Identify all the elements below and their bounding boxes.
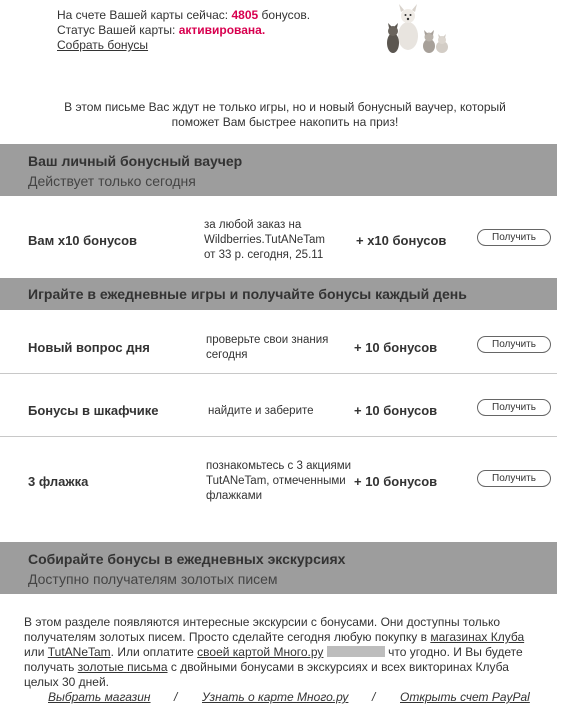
game-row-title: Новый вопрос дня — [28, 340, 150, 355]
row-divider — [0, 373, 557, 374]
voucher-desc-line: Wildberries.TutANeTam — [204, 234, 325, 246]
game-row-desc — [206, 459, 351, 504]
card-balance-line — [57, 8, 310, 23]
game-desc-line: сегодня — [206, 349, 248, 361]
game-desc-line: TutANeTam, отмеченными — [206, 475, 346, 487]
choose-shop-link[interactable]: Выбрать магазин — [48, 690, 151, 704]
voucher-section-subtitle: Действует только сегодня — [28, 173, 196, 189]
game-desc-line: проверьте свои знания — [206, 334, 329, 346]
pets-illustration — [384, 2, 450, 54]
voucher-row-bonus: + x10 бонусов — [356, 233, 447, 248]
balance-suffix: бонусов. — [261, 8, 311, 22]
game-row-desc — [208, 404, 314, 419]
voucher-section-title: Ваш личный бонусный ваучер — [28, 153, 243, 169]
footer-nav-item — [400, 690, 530, 704]
game-desc-line: найдите и заберите — [208, 405, 314, 417]
about-card-link[interactable]: Узнать о карте Много.ру — [202, 690, 349, 704]
masked-text — [327, 646, 385, 657]
collect-bonuses-link[interactable]: Собрать бонусы — [57, 38, 149, 52]
dog-body — [398, 22, 418, 50]
voucher-desc-line: за любой заказ на — [204, 219, 302, 231]
game-desc-line: познакомьтесь с 3 акциями — [206, 460, 352, 472]
excursions-description: В этом разделе появляются интересные экскурсии с бонусами. Они доступны только получателям золотых писем. Просто сделайте сегодня любую покупку в магазинах Клуба или TutANeTam. Или оплатите своей картой Много.ру что угодно. И Вы будете получать золотые письма с двойными бонусами в экскурсиях и всех викторинах Клуба целых 30 дней. — [24, 615, 525, 689]
tutanetam-link[interactable]: TutANeTam — [47, 645, 111, 659]
game-row-desc — [206, 333, 328, 363]
footer-nav-item — [202, 690, 348, 704]
voucher-desc-line: от 33 р. сегодня, 25.11 — [204, 249, 324, 261]
dog-head — [401, 9, 415, 23]
nav-separator: / — [174, 690, 178, 704]
game-row-bonus: + 10 бонусов — [354, 340, 438, 355]
balance-value: 4805 — [231, 8, 259, 22]
game-row-title: Бонусы в шкафчике — [28, 403, 159, 418]
game-get-button[interactable]: Получить — [477, 470, 551, 487]
gold-letters-link[interactable]: золотые письма — [77, 660, 168, 674]
footer-nav — [48, 690, 151, 704]
game-row-title: 3 флажка — [28, 474, 89, 489]
excursions-section-header — [0, 542, 557, 594]
excursions-section-title: Собирайте бонусы в ежедневных экскурсиях — [28, 551, 346, 567]
game-row-bonus: + 10 бонусов — [354, 474, 438, 489]
nav-separator: / — [372, 690, 376, 704]
game-desc-line: флажками — [206, 490, 263, 502]
games-section-title: Играйте в ежедневные игры и получайте бонусы каждый день — [28, 286, 467, 302]
voucher-row-desc — [204, 218, 325, 263]
club-shops-link[interactable]: магазинах Клуба — [430, 630, 525, 644]
game-get-button[interactable]: Получить — [477, 336, 551, 353]
voucher-row-title: Вам x10 бонусов — [28, 233, 138, 248]
intro-text: В этом письме Вас ждут не только игры, но и новый бонусный ваучер, который поможет Вам быстрее накопить на приз! — [64, 100, 506, 129]
excursions-section-subtitle: Доступно получателям золотых писем — [28, 571, 278, 587]
balance-label: На счете Вашей карты сейчас: — [57, 8, 229, 22]
game-get-button[interactable]: Получить — [477, 399, 551, 416]
status-value: активирована. — [178, 23, 266, 37]
game-row-bonus: + 10 бонусов — [354, 403, 438, 418]
card-status-line — [57, 23, 265, 38]
open-paypal-link[interactable]: Открыть счет PayPal — [400, 690, 530, 704]
collect-bonuses-wrap — [57, 38, 148, 53]
voucher-get-button[interactable]: Получить — [477, 229, 551, 246]
status-label: Статус Вашей карты: — [57, 23, 176, 37]
row-divider — [0, 436, 557, 437]
card-link[interactable]: своей картой Много.ру — [197, 645, 324, 659]
voucher-section-header — [0, 144, 557, 196]
games-section-header — [0, 278, 557, 310]
